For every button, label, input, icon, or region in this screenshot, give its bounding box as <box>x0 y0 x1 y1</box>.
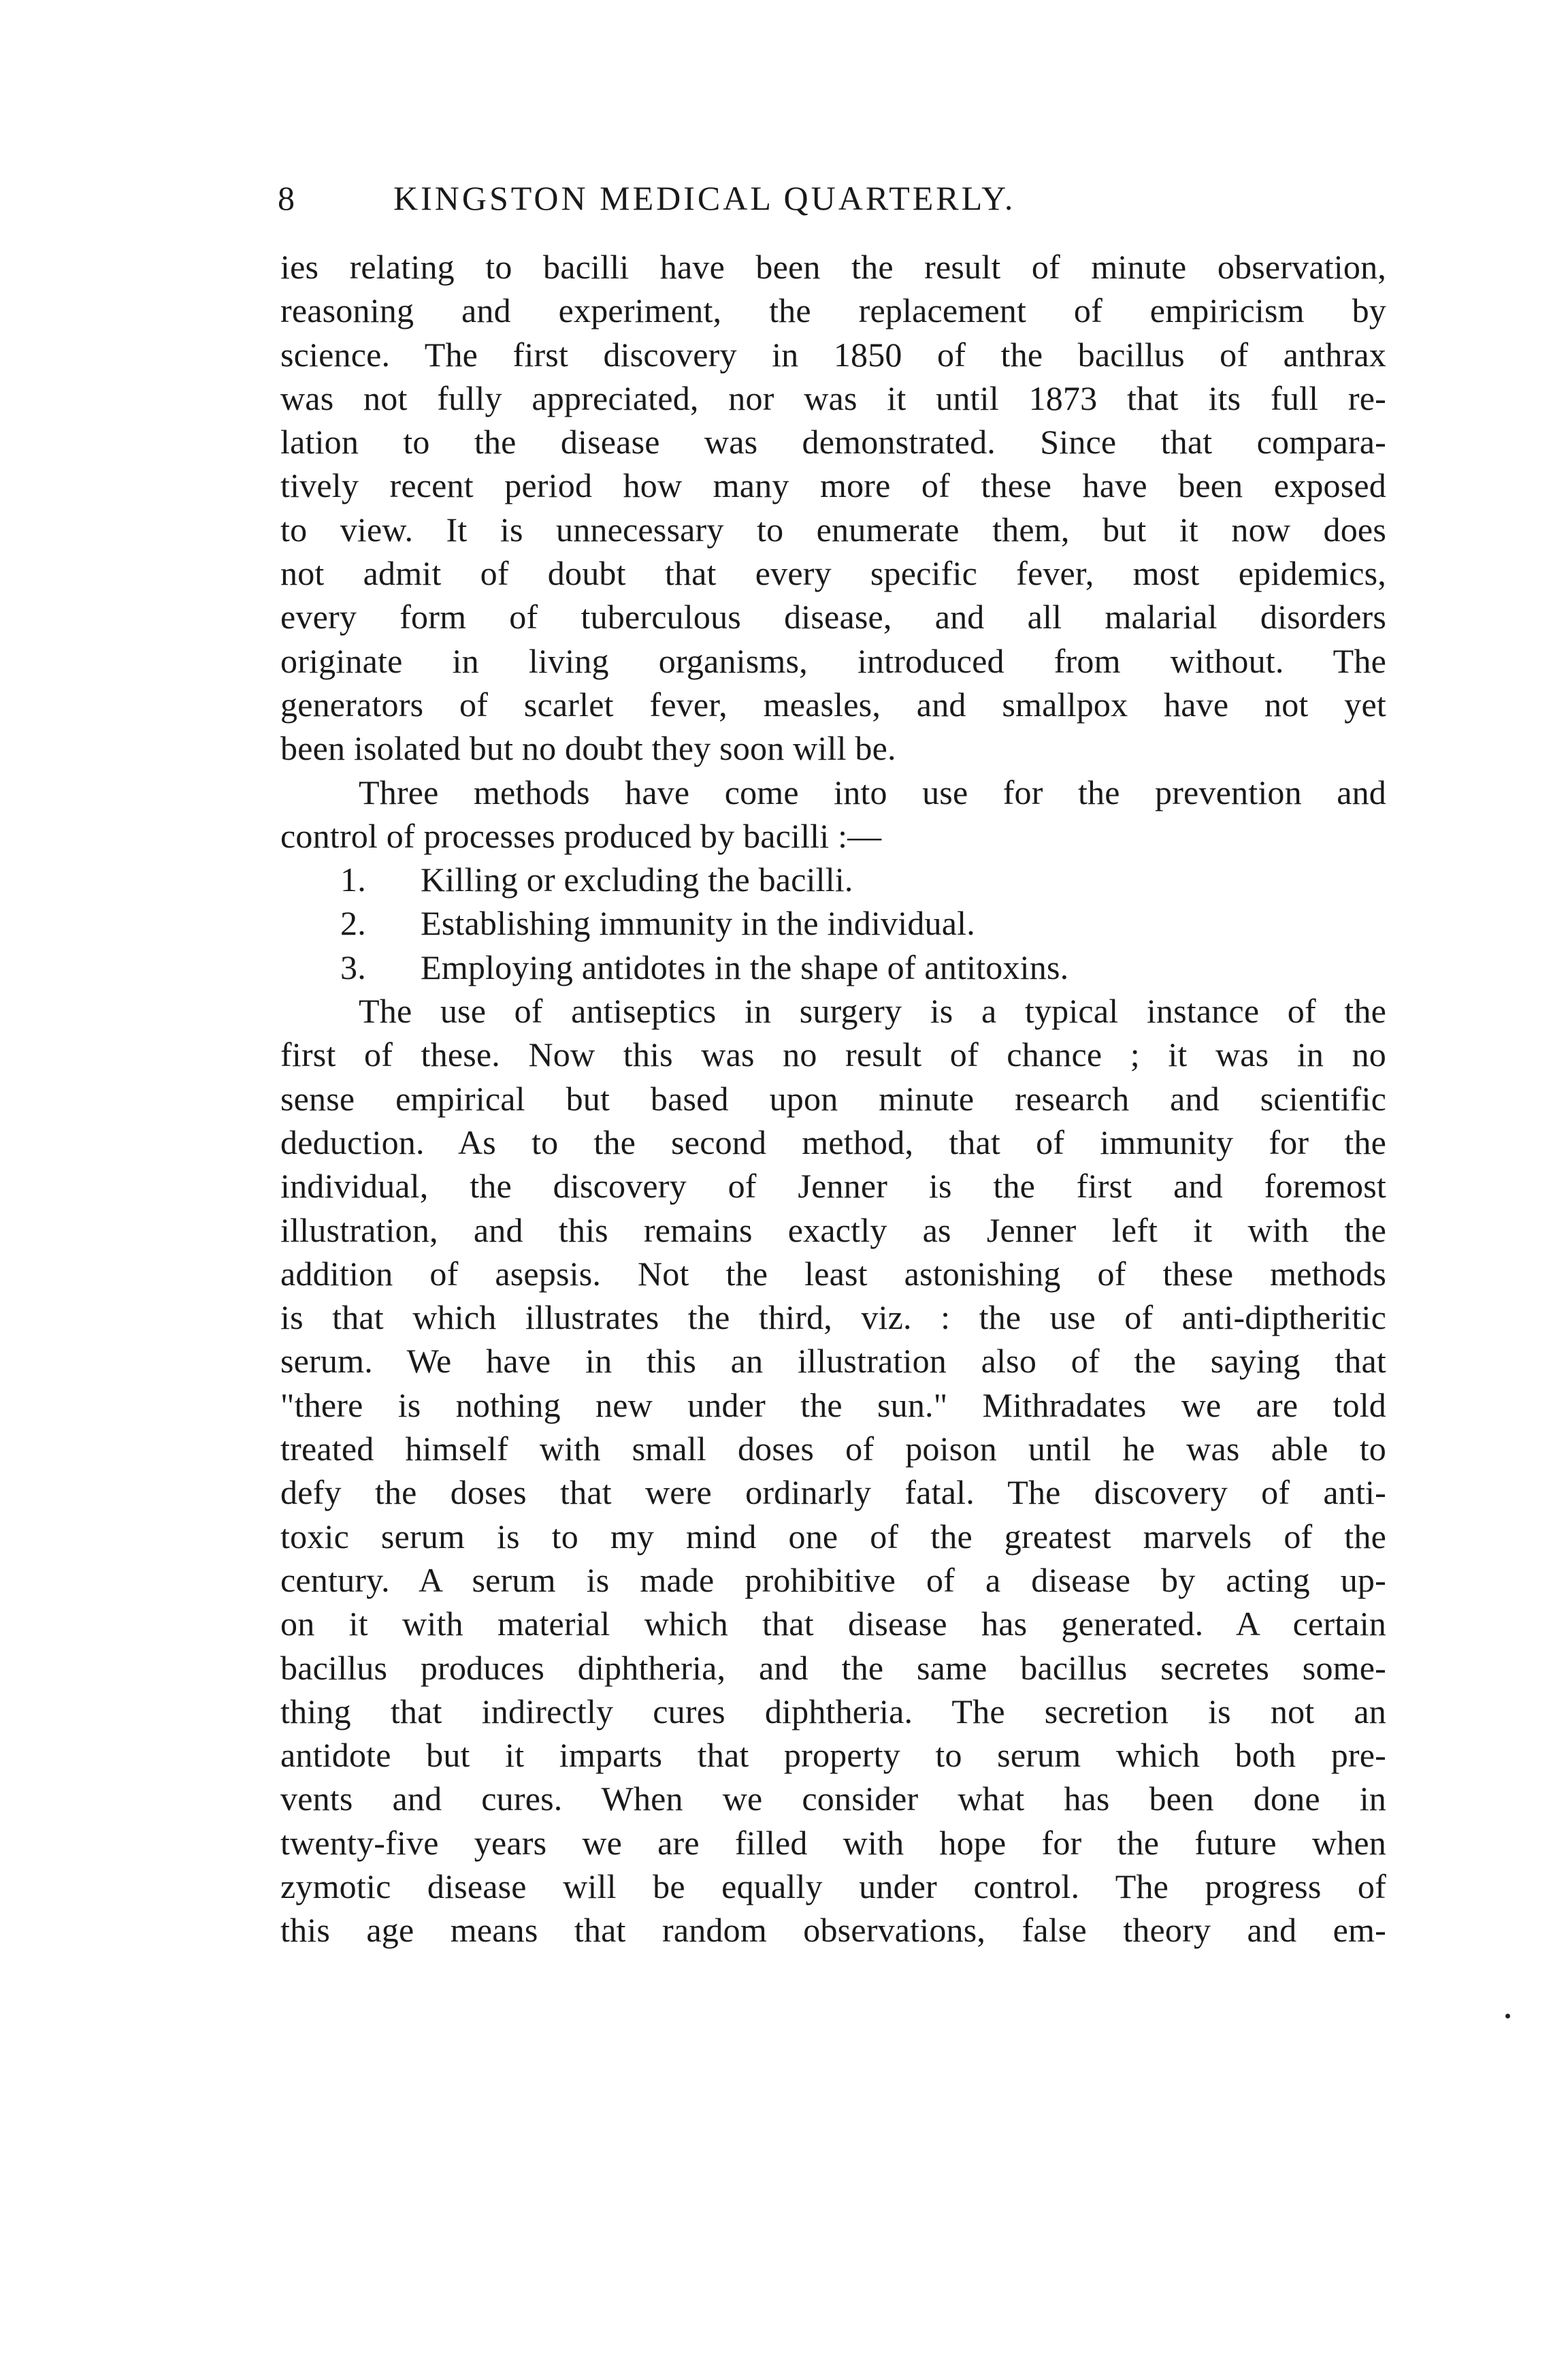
text-line: first of these. Now this was no result of chance ; it was in no <box>280 1035 1386 1074</box>
text-line: originate in living organisms, introduced from without. The <box>280 641 1386 680</box>
text-line: to view. It is unnecessary to enumerate them, but it now does <box>280 510 1386 549</box>
paragraph-antiseptics <box>280 989 1386 1952</box>
text-line: antidote but it imparts that property to serum which both pre- <box>280 1736 1386 1775</box>
methods-list <box>280 858 1386 989</box>
text-line: deduction. As to the second method, that of immunity for the <box>280 1123 1386 1161</box>
list-item-text: Establishing immunity in the individual. <box>421 904 975 943</box>
list-item-number: 1. <box>340 860 366 899</box>
text-line: twenty-five years we are filled with hope for the future when <box>280 1823 1386 1862</box>
text-line: this age means that random observations, false theory and em- <box>280 1911 1386 1950</box>
text-line: bacillus produces diphtheria, and the same bacillus secretes some- <box>280 1648 1386 1687</box>
text-line: Three methods have come into use for the prevention and <box>359 773 1386 811</box>
text-line: ies relating to bacilli have been the result of minute observation, <box>280 248 1386 286</box>
text-line: control of processes produced by bacilli :— <box>280 816 882 855</box>
text-line: vents and cures. When we consider what has been done in <box>280 1780 1386 1818</box>
list-item-text: Killing or excluding the bacilli. <box>421 860 853 899</box>
text-line: not admit of doubt that every specific fever, most epidemics, <box>280 554 1386 593</box>
text-line: illustration, and this remains exactly as Jenner left it with the <box>280 1210 1386 1249</box>
journal-title: KINGSTON MEDICAL QUARTERLY. <box>393 179 1016 217</box>
text-line: was not fully appreciated, nor was it until 1873 that its full re- <box>280 379 1386 417</box>
ink-speck <box>1505 2014 1510 2018</box>
text-line: reasoning and experiment, the replacement of empiricism by <box>280 291 1386 330</box>
list-item-number: 2. <box>340 904 366 943</box>
text-line: on it with material which that disease has generated. A certain <box>280 1605 1386 1643</box>
text-line: century. A serum is made prohibitive of a disease by acting up- <box>280 1560 1386 1599</box>
text-line: "there is nothing new under the sun." Mithradates we are told <box>280 1385 1386 1424</box>
text-line: science. The first discovery in 1850 of the bacillus of anthrax <box>280 335 1386 374</box>
paragraph-bacilli-discoveries <box>280 245 1386 771</box>
text-line: addition of asepsis. Not the least astonishing of these methods <box>280 1254 1386 1293</box>
text-line: lation to the disease was demonstrated. Since that compara- <box>280 423 1386 462</box>
text-line: treated himself with small doses of poison until he was able to <box>280 1430 1386 1468</box>
list-item <box>280 946 1386 989</box>
running-header <box>278 178 1394 226</box>
list-item <box>280 858 1386 901</box>
list-item-text: Employing antidotes in the shape of antitoxins. <box>421 948 1069 986</box>
text-line: serum. We have in this an illustration also of the saying that <box>280 1342 1386 1381</box>
list-item <box>280 901 1386 945</box>
text-line: been isolated but no doubt they soon will be. <box>280 729 896 768</box>
paragraph-three-methods-intro <box>280 771 1386 858</box>
text-line: sense empirical but based upon minute research and scientific <box>280 1079 1386 1118</box>
body-text <box>280 245 1386 1952</box>
text-line: defy the doses that were ordinarly fatal. The discovery of anti- <box>280 1473 1386 1512</box>
list-item-number: 3. <box>340 948 366 986</box>
text-line: is that which illustrates the third, viz. : the use of anti-diptheritic <box>280 1298 1386 1337</box>
text-line: The use of antiseptics in surgery is a typical instance of the <box>359 992 1386 1031</box>
text-line: toxic serum is to my mind one of the greatest marvels of the <box>280 1517 1386 1556</box>
page-number: 8 <box>278 179 296 217</box>
text-line: thing that indirectly cures diphtheria. The secretion is not an <box>280 1692 1386 1730</box>
text-line: generators of scarlet fever, measles, and smallpox have not yet <box>280 685 1386 724</box>
text-line: tively recent period how many more of these have been exposed <box>280 466 1386 505</box>
text-line: zymotic disease will be equally under control. The progress of <box>280 1867 1386 1905</box>
text-line: individual, the discovery of Jenner is the first and foremost <box>280 1167 1386 1206</box>
text-line: every form of tuberculous disease, and all malarial disorders <box>280 598 1386 637</box>
